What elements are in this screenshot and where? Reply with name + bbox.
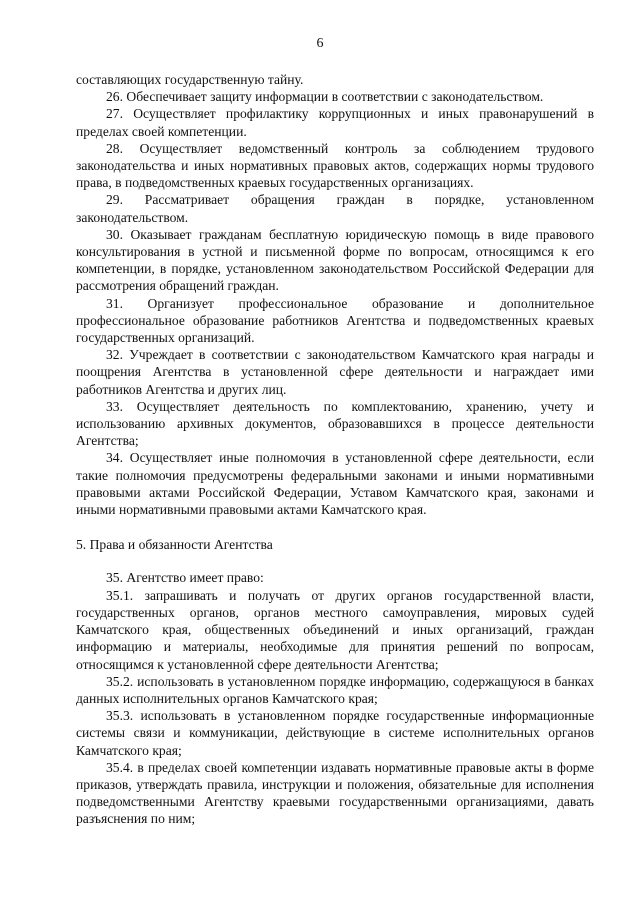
paragraph-item-28: 28. Осуществляет ведомственный контроль за соблюдением трудового законодательства и иных нормативных правовых актов, содержащих нормы трудового права, в подведомственных краевых государственных организациях. (76, 140, 594, 191)
paragraph-item-26: 26. Обеспечивает защиту информации в соответствии с законодательством. (106, 89, 544, 105)
document-body (76, 71, 594, 828)
section-heading: 5. Права и обязанности Агентства (76, 537, 273, 553)
paragraph-item-35-3: 35.3. использовать в установленном порядке государственные информационные системы связи и коммуникации, действующие в системе исполнительных органов Камчатского края; (76, 708, 594, 758)
paragraph-item-32: 32. Учреждает в соответствии с законодательством Камчатского края награды и поощрения Агентства в установленной сфере деятельности и награждает ими работников Агентства и других лиц. (76, 347, 594, 397)
paragraph-item-29: 29. Рассматривает обращения граждан в порядке, установленном законодательством. (76, 192, 594, 225)
paragraph-item-27: 27. Осуществляет профилактику коррупционных и иных правонарушений в пределах своей компетенции. (76, 106, 594, 139)
paragraph-item-35-4: 35.4. в пределах своей компетенции издавать нормативные правовые акты в форме приказов, утверждать правила, инструкции и положения, обязательные для исполнения подведомственными Агентству краевыми государственными организациями, давать разъяснения по ним; (76, 759, 594, 827)
paragraph-item-34: 34. Осуществляет иные полномочия в установленной сфере деятельности, если такие полномочия предусмотрены федеральными законами и иными нормативными правовыми актами Российской Федерации, Уставом Камчатского края, законами и иными нормативными правовыми актами Камчатского края. (76, 450, 594, 518)
paragraph-item-35-1: 35.1. запрашивать и получать от других органов государственной власти, государственных органов, органов местного самоуправления, мировых судей Камчатского края, общественных объединений и иных организаций, граждан информацию и материалы, необходимые для принятия решений по вопросам, относящимся к установленной сфере деятельности Агентства; (76, 587, 594, 672)
paragraph-continuation: составляющих государственную тайну. (76, 72, 304, 87)
paragraph-item-33: 33. Осуществляет деятельность по комплектованию, хранению, учету и использованию архивных документов, образовавшихся в процессе деятельности Агентства; (76, 398, 594, 449)
paragraph-item-30: 30. Оказывает гражданам бесплатную юридическую помощь в виде правового консультирования в устной и письменной форме по вопросам, относящимся к его компетенции, в порядке, установленном законодательством Российской Федерации для рассмотрения обращений граждан. (76, 226, 594, 294)
paragraph-item-35: 35. Агентство имеет право: (106, 570, 264, 586)
paragraph-item-31: 31. Организует профессиональное образование и дополнительное профессиональное образование работников Агентства и подведомственных краевых государственных организаций. (76, 295, 594, 346)
paragraph-item-35-2: 35.2. использовать в установленном порядке информацию, содержащуюся в банках данных исполнительных органов Камчатского края; (76, 673, 594, 706)
page-number: 6 (316, 36, 324, 51)
